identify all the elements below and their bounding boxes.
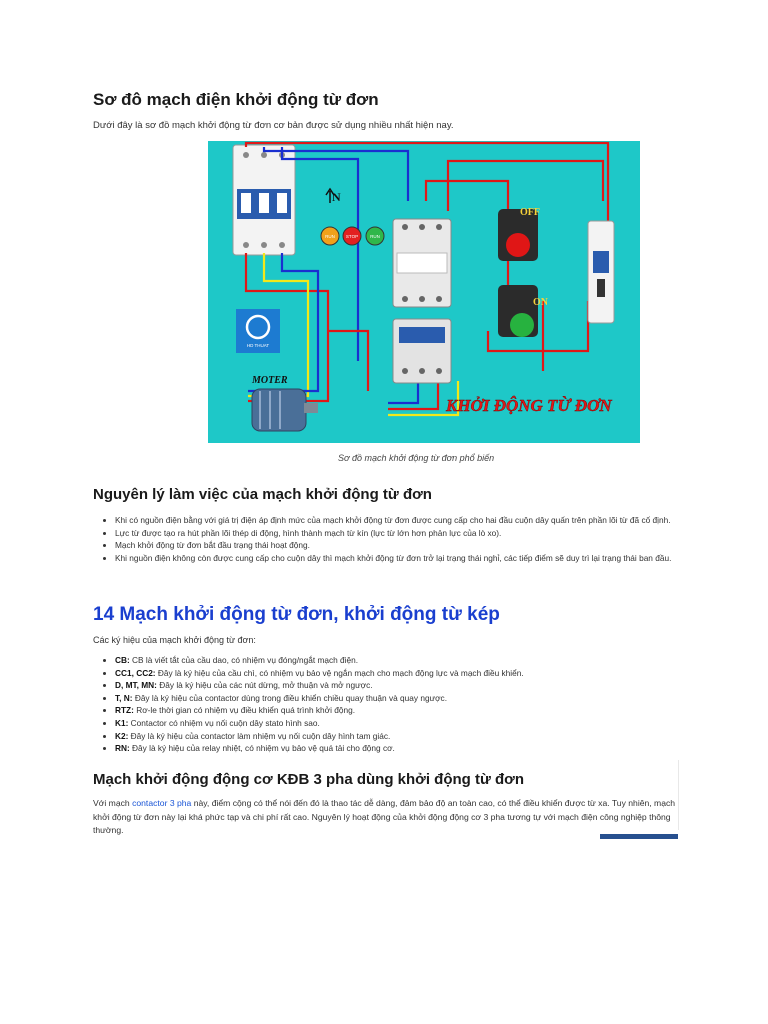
symbol-key: RN: [115,743,130,754]
diagram-title: KHỞI ĐỘNG TỪ ĐƠN [446,396,612,415]
symbol-key: CC1, CC2: [115,667,156,678]
on-label: ON [533,297,548,308]
contactor [393,219,451,307]
list-item [115,717,700,730]
symbols-list [93,654,700,755]
circuit-breaker [233,145,295,255]
intro-text: Dưới đây là sơ đồ mạch khởi động từ đơn cơ bản được sử dụng nhiều nhất hiện nay. [93,120,454,131]
logo-text: HD THUAT [246,343,270,348]
symbol-key: K2: [115,730,129,741]
motor-label: MOTER [252,375,288,386]
wiring-diagram [208,141,640,443]
symbol-key: CB: [115,655,130,665]
heading-kdb: Mạch khởi động động cơ KĐB 3 pha dùng khởi động từ đơn [93,771,524,788]
list-item [115,654,700,667]
fuse [588,221,614,323]
symbol-key: D, MT, MN: [115,680,157,691]
list-item: • Lực từ được tạo ra hút phần lõi thép di động, hình thành mạch từ kín (lực từ lớn hơn phản lực của lò xo). [115,527,700,540]
symbols-intro: Các ký hiệu của mạch khởi động từ đơn: [93,635,256,645]
symbol-text: Đây là ký hiệu của cầu chì, có nhiệm vụ bảo vệ ngắn mạch cho mạch động lực và mạch điều khiển. [155,667,524,678]
off-label: OFF [520,207,540,218]
page-edge-bar [600,834,678,839]
para-before: Với mạch [93,798,133,808]
symbol-text: Contactor có nhiệm vụ nối cuộn dây stato hình sao. [128,717,320,728]
diagram-caption: Sơ đồ mạch khởi động từ đơn phổ biến [338,453,495,463]
symbol-key: RTZ: [115,705,134,716]
list-item [115,704,700,717]
symbol-key: K1: [115,717,129,728]
symbol-text: Đây là ký hiệu của contactor dùng trong điều khiển chiều quay thuận và quay ngược. [132,692,448,703]
heading-14: 14 Mạch khởi động từ đơn, khởi động từ kép [93,604,500,625]
list-item [115,667,700,680]
off-button [498,207,540,261]
symbol-text: Đây là ký hiệu của các nút dừng, mở thuận và mở ngược. [156,680,373,691]
page-edge-line [660,760,679,830]
pilot-lights [321,227,384,245]
heading-main: Sơ đô mạch điện khởi động từ đơn [93,90,379,109]
list-item [115,692,700,705]
principle-list [93,514,700,564]
logo [236,309,280,353]
list-item [115,679,700,692]
heading-principle: Nguyên lý làm việc của mạch khởi động từ đơn [93,486,432,503]
list-item: • Khi có nguồn điện bằng với giá trị điện áp định mức của mạch khởi động từ đơn được cung cấp cho hai đầu cuộn dây quấn trên phần lõi từ đã cố định. [115,514,700,527]
list-item: • Khi nguồn điện không còn được cung cấp cho cuộn dây thì mạch khởi động từ đơn trở lại trạng thái nghỉ, các tiếp điểm sẽ duy trì lại trạng thái ban đầu. [115,552,700,565]
symbol-key: T, N: [115,692,133,703]
list-item [115,742,700,755]
list-item [115,730,700,743]
symbol-text: Rơ-le thời gian có nhiệm vụ điều khiển quá trình khởi động. [133,705,356,716]
pilot-label-2: STOP [345,234,359,239]
symbol-text: Đây là ký hiệu của contactor làm nhiệm vụ nối cuộn dây hình tam giác. [128,730,391,741]
symbol-text: Đây là ký hiệu của relay nhiệt, có nhiệm vụ bảo vệ quá tải cho động cơ. [129,743,395,754]
para-after: này, điểm cộng có thể nói đến đó là thao tác dễ dàng, đảm bảo độ an toàn cao, có thể điều khiển được từ xa. Tuy nhiên, mạch khởi động từ đơn này lại khá phức tạp và chi phí rất cao. Nguyên lý hoạt động của khởi động động cơ 3 pha tương tự với mạch điện công nghiệp thông thường. [93,798,676,835]
thermal-relay [393,319,451,383]
list-item: • Mạch khởi động từ đơn bắt đầu trạng thái hoạt động. [115,539,700,552]
symbol-text: CB là viết tắt của cầu dao, có nhiệm vụ đóng/ngắt mạch điện. [129,655,359,665]
pilot-label-3: RUN [370,234,380,239]
contactor-link[interactable]: contactor 3 pha [132,798,192,808]
pilot-label-1: RUN [325,234,335,239]
neutral-label: N [332,190,341,204]
kdb-paragraph [93,797,678,838]
